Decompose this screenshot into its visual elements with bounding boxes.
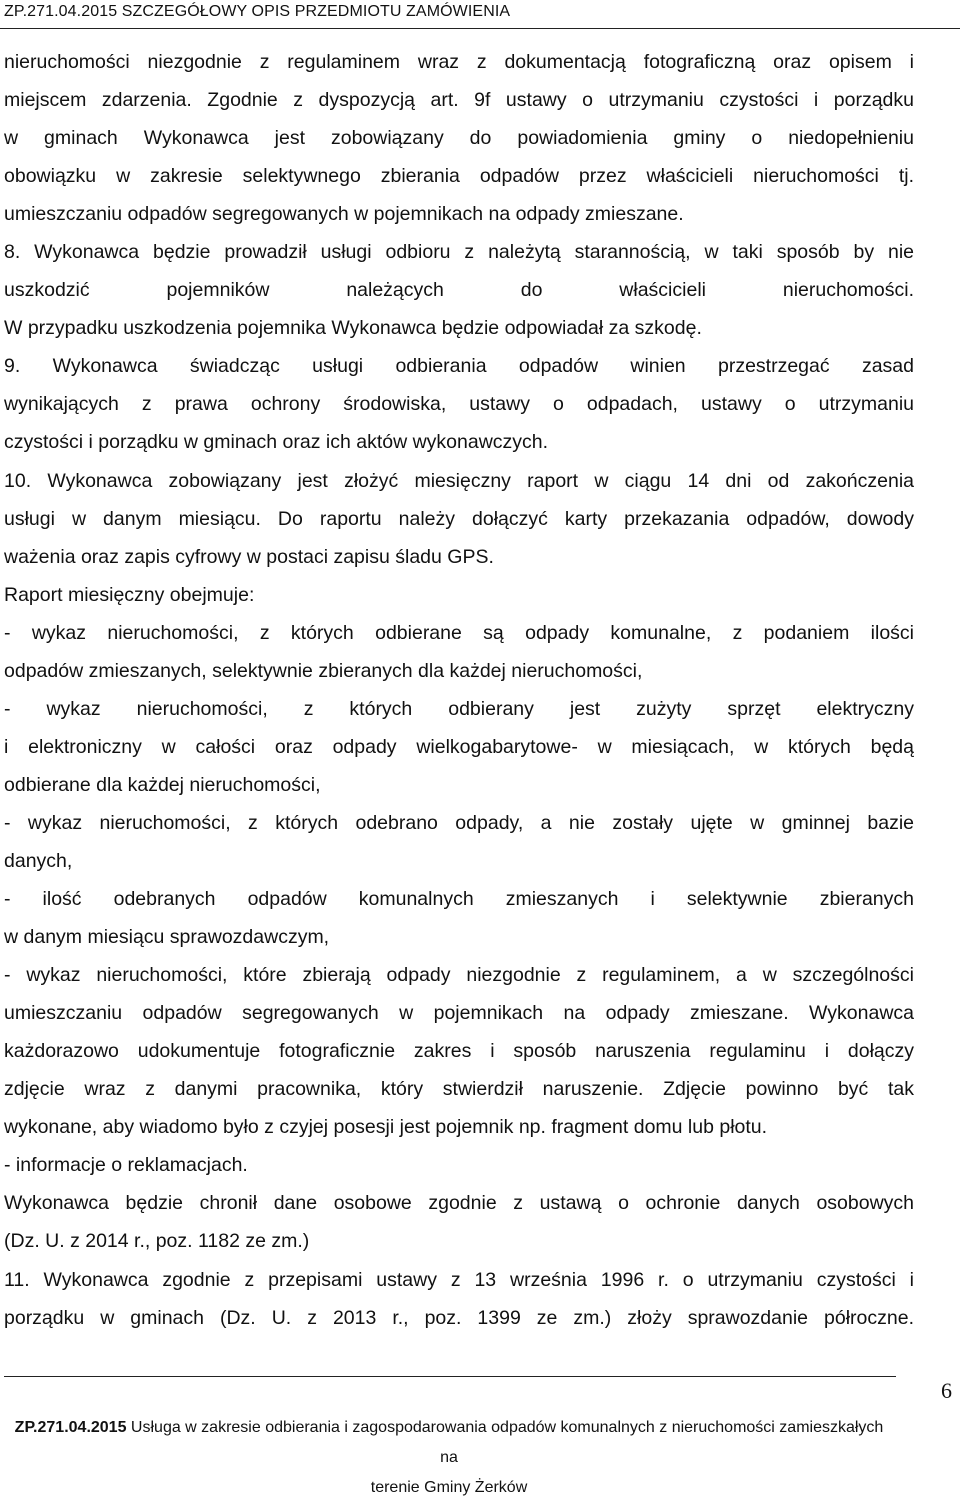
text-line: - wykaz nieruchomości, z których odbierane są odpady komunalne, z podaniem ilości xyxy=(4,621,914,644)
page-number: 6 xyxy=(941,1378,952,1403)
text-line: i elektroniczny w całości oraz odpady wielkogabarytowe- w miesiącach, w których będą xyxy=(4,735,914,758)
footer-divider xyxy=(4,1376,896,1377)
text-line: 11. Wykonawca zgodnie z przepisami ustawy z 13 września 1996 r. o utrzymaniu czystości i xyxy=(4,1268,914,1291)
footer-line-1 xyxy=(4,1413,894,1473)
text-line: - wykaz nieruchomości, które zbierają odpady niezgodnie z regulaminem, a w szczególności xyxy=(4,964,914,987)
footer-description: Usługa w zakresie odbierania i zagospodarowania odpadów komunalnych z nieruchomości zamieszkałych na xyxy=(126,1419,884,1466)
text-line: W przypadku uszkodzenia pojemnika Wykonawca będzie odpowiadał za szkodę. xyxy=(4,317,702,340)
text-line: ważenia oraz zapis cyfrowy w postaci zapisu śladu GPS. xyxy=(4,545,494,568)
text-line: umieszczaniu odpadów segregowanych w pojemnikach na odpady zmieszane. Wykonawca xyxy=(4,1002,914,1025)
text-line: odbierane dla każdej nieruchomości, xyxy=(4,773,321,796)
text-line: w danym miesiącu sprawozdawczym, xyxy=(4,926,330,949)
text-line: - wykaz nieruchomości, z których odebrano odpady, a nie zostały ujęte w gminnej bazie xyxy=(4,811,914,834)
text-line: w gminach Wykonawca jest zobowiązany do powiadomienia gminy o niedopełnieniu xyxy=(4,127,914,150)
text-line: uszkodzić pojemników należących do właścicieli nieruchomości. xyxy=(4,279,914,302)
text-line: Wykonawca będzie chronił dane osobowe zgodnie z ustawą o ochronie danych osobowych xyxy=(4,1192,914,1215)
text-line: danych, xyxy=(4,849,73,872)
text-line: wykonane, aby wiadomo było z czyjej posesji jest pojemnik np. fragment domu lub płotu. xyxy=(4,1116,768,1139)
text-line: Raport miesięczny obejmuje: xyxy=(4,583,255,606)
text-line: porządku w gminach (Dz. U. z 2013 r., poz. 1399 ze zm.) złoży sprawozdanie półroczne. xyxy=(4,1306,914,1329)
text-line: zdjęcie wraz z danymi pracownika, który stwierdził naruszenie. Zdjęcie powinno być tak xyxy=(4,1078,914,1101)
text-line: - ilość odebranych odpadów komunalnych zmieszanych i selektywnie zbieranych xyxy=(4,888,914,911)
document-body xyxy=(4,43,914,1337)
footer-code: ZP.271.04.2015 xyxy=(14,1419,127,1436)
text-line: obowiązku w zakresie selektywnego zbierania odpadów przez właścicieli nieruchomości tj. xyxy=(4,165,914,188)
text-line: odpadów zmieszanych, selektywnie zbieranych dla każdej nieruchomości, xyxy=(4,659,643,682)
page-header: ZP.271.04.2015 SZCZEGÓŁOWY OPIS PRZEDMIOTU ZAMÓWIENIA xyxy=(4,3,511,20)
text-line: nieruchomości niezgodnie z regulaminem wraz z dokumentacją fotograficzną oraz opisem i xyxy=(4,51,914,73)
text-line: umieszczaniu odpadów segregowanych w pojemnikach na odpady zmieszane. xyxy=(4,203,684,226)
text-line: wynikających z prawa ochrony środowiska, ustawy o odpadach, ustawy o utrzymaniu xyxy=(4,393,914,416)
text-line: miejscem zdarzenia. Zgodnie z dyspozycją art. 9f ustawy o utrzymaniu czystości i porządku xyxy=(4,89,914,112)
text-line: - informacje o reklamacjach. xyxy=(4,1154,248,1177)
text-line: - wykaz nieruchomości, z których odbierany jest zużyty sprzęt elektryczny xyxy=(4,697,914,720)
footer-line-2: terenie Gminy Żerków xyxy=(370,1479,528,1496)
page-footer xyxy=(4,1413,894,1503)
text-line: każdorazowo udokumentuje fotograficznie zakres i sposób naruszenia regulaminu i dołączy xyxy=(4,1040,914,1063)
text-line: 10. Wykonawca zobowiązany jest złożyć miesięczny raport w ciągu 14 dni od zakończenia xyxy=(4,469,914,492)
text-line: czystości i porządku w gminach oraz ich aktów wykonawczych. xyxy=(4,431,549,454)
text-line: 8. Wykonawca będzie prowadził usługi odbioru z należytą starannością, w taki sposób by nie xyxy=(4,241,914,264)
text-line: (Dz. U. z 2014 r., poz. 1182 ze zm.) xyxy=(4,1230,310,1253)
text-line: usługi w danym miesiącu. Do raportu należy dołączyć karty przekazania odpadów, dowody xyxy=(4,507,914,530)
text-line: 9. Wykonawca świadcząc usługi odbierania odpadów winien przestrzegać zasad xyxy=(4,355,914,378)
header-divider xyxy=(0,28,960,29)
